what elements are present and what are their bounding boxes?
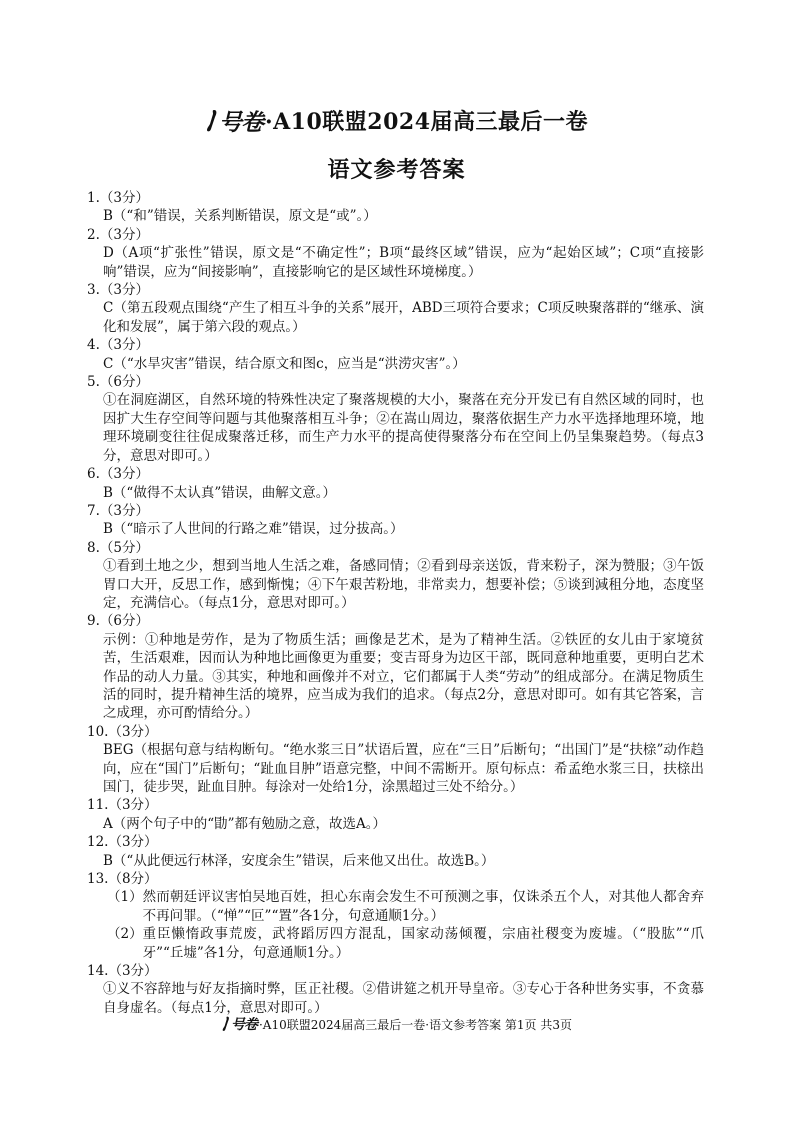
page-footer bbox=[0, 1014, 793, 1034]
answer-text: C（第五段观点围绕“产生了相互斗争的关系”展开，ABD三项符合要求；C项反映聚落群的“继承、演化和发展”，属于第六段的观点。） bbox=[103, 300, 704, 335]
sub-answer-label: （1） bbox=[107, 889, 143, 906]
answer-item bbox=[87, 189, 704, 226]
brand-logo bbox=[205, 104, 265, 137]
footer-brand: 号卷 bbox=[230, 1017, 257, 1033]
title-row bbox=[0, 104, 793, 137]
answer-item bbox=[87, 833, 704, 870]
brush-stroke-icon bbox=[205, 109, 219, 133]
question-number: 1.（3分） bbox=[87, 190, 149, 206]
answer-item bbox=[87, 962, 704, 1017]
sub-answer-text: 重臣懒惰政事荒废，武将蹈厉四方混乱，国家动荡倾覆，宗庙社稷变为废墟。（“股肱”“爪牙”“丘墟”各1分，句意通顺1分。） bbox=[142, 926, 704, 961]
sub-answer-label: （2） bbox=[107, 926, 143, 943]
brand-name: 号卷 bbox=[218, 109, 263, 136]
answer-text: ①在洞庭湖区，自然环境的特殊性决定了聚落规模的大小，聚落在充分开发已有自然区域的同时，也因扩大生存空间等问题与其他聚落相互斗争；②在嵩山周边，聚落依据生产力水平选择地理环境，地理环境刷变往往促成聚落迁移，而生产力水平的提高使得聚落分布在空间上仍呈集聚趋势。（每点3分，意思对即可。） bbox=[103, 392, 704, 464]
answer-item bbox=[87, 465, 704, 502]
answer-text: 示例：①种地是劳作，是为了物质生活；画像是艺术，是为了精神生活。②铁匠的女儿由于家境贫苦，生活艰难，因而认为种地比画像更为重要；变吉哥身为边区干部，既同意种地重要，更明白艺术作品的动人力量。③其实，种地和画像并不对立，它们都属于人类“劳动”的组成部分。在满足物质生活的同时，提升精神生活的境界，应当成为我们的追求。（每点2分，意思对即可。如有其它答案，言之成理，亦可酌情给分。） bbox=[103, 631, 704, 722]
question-number: 11.（3分） bbox=[87, 797, 158, 814]
question-number: 8.（5分） bbox=[87, 539, 149, 556]
question-number: 4.（3分） bbox=[87, 337, 149, 354]
answer-item bbox=[87, 281, 704, 336]
brush-stroke-icon bbox=[221, 1016, 231, 1032]
answer-text: B（“和”错误，关系判断错误，原文是“或”。） bbox=[103, 208, 377, 225]
answer-item bbox=[87, 226, 704, 281]
answer-text: ①义不容辞地与好友指摘时弊，匡正社稷。②借讲筵之机开导皇帝。③专心于各种世务实事，不贪慕自身虚名。（每点1分，意思对即可。） bbox=[103, 981, 704, 1016]
question-number: 7.（3分） bbox=[87, 502, 149, 519]
question-number: 10.（3分） bbox=[87, 723, 158, 740]
question-number: 5.（6分） bbox=[87, 374, 149, 391]
answer-item bbox=[87, 870, 704, 962]
answer-text: B（“暗示了人世间的行路之难”错误，过分拔高。） bbox=[103, 521, 404, 538]
page-title: ·A10联盟2024届高三最后一卷 bbox=[264, 109, 589, 135]
answer-item bbox=[87, 539, 704, 613]
question-number: 2.（3分） bbox=[87, 226, 149, 243]
answer-text: BEG（根据句意与结构断句。“绝水浆三日”状语后置，应在“三日”后断句；“出国门”是“扶榇”动作趋向，应在“国门”后断句；“趾血目肿”语意完整，中间不需断开。原句标点：希孟绝水浆三日，扶榇出国门，徒步哭，趾血目肿。每涂对一处给1分，涂黑超过三处不给分。） bbox=[103, 742, 704, 795]
answer-text: ①看到土地之少，想到当地人生活之难，备感同情；②看到母亲送饭，背来粉子，深为赞服；③午饭胃口大开，反思工作，感到惭愧；④下午艰苦粉地，非常卖力，想要补偿；⑤谈到減租分地，态度坚定，充满信心。（每点1分，意思对即可。） bbox=[103, 558, 704, 611]
page-header bbox=[0, 104, 793, 184]
answer-item bbox=[87, 502, 704, 539]
page-subtitle: 语文参考答案 bbox=[327, 157, 466, 183]
answer-item bbox=[87, 796, 704, 833]
question-number: 13.（8分） bbox=[87, 871, 158, 888]
question-number: 3.（3分） bbox=[87, 282, 149, 299]
answer-item bbox=[87, 373, 704, 465]
question-number: 6.（3分） bbox=[87, 466, 149, 483]
answer-item bbox=[87, 336, 704, 373]
question-number: 9.（6分） bbox=[87, 613, 149, 630]
sub-answer bbox=[107, 888, 704, 925]
answer-text: A（两个句子中的“勖”都有勉励之意，故选A。） bbox=[103, 815, 387, 832]
answer-text: C（“水旱灾害”错误，结合原文和图c，应当是“洪涝灾害”。） bbox=[103, 355, 466, 372]
answer-text: B（“做得不太认真”错误，曲解文意。） bbox=[103, 484, 336, 501]
answer-item bbox=[87, 612, 704, 722]
answer-text: B（“从此便远行林泽，安度余生”错误，后来他又出仕。故选B。） bbox=[103, 852, 495, 869]
answer-text: D（A项“扩张性”错误，原文是“不确定性”；B项“最终区域”错误，应为“起始区域”；C项“直接影响”错误，应为“间接影响”，直接影响它的是区域性环境梯度。） bbox=[103, 245, 704, 280]
question-number: 14.（3分） bbox=[87, 963, 158, 980]
answer-item bbox=[87, 723, 704, 797]
question-number: 12.（3分） bbox=[87, 834, 158, 851]
answer-list bbox=[87, 189, 704, 1017]
sub-answer bbox=[107, 925, 704, 962]
footer-text: ·A10联盟2024届高三最后一卷·语文参考答案 第1页 共3页 bbox=[258, 1017, 572, 1032]
footer-logo bbox=[221, 1014, 259, 1034]
sub-answer-text: 然而朝廷评议害怕吴地百姓，担心东南会发生不可预测之事，仅诛杀五个人，对其他人都舍弃不再问罪。（“惮”“叵”“置”各1分，句意通顺1分。） bbox=[142, 889, 704, 924]
